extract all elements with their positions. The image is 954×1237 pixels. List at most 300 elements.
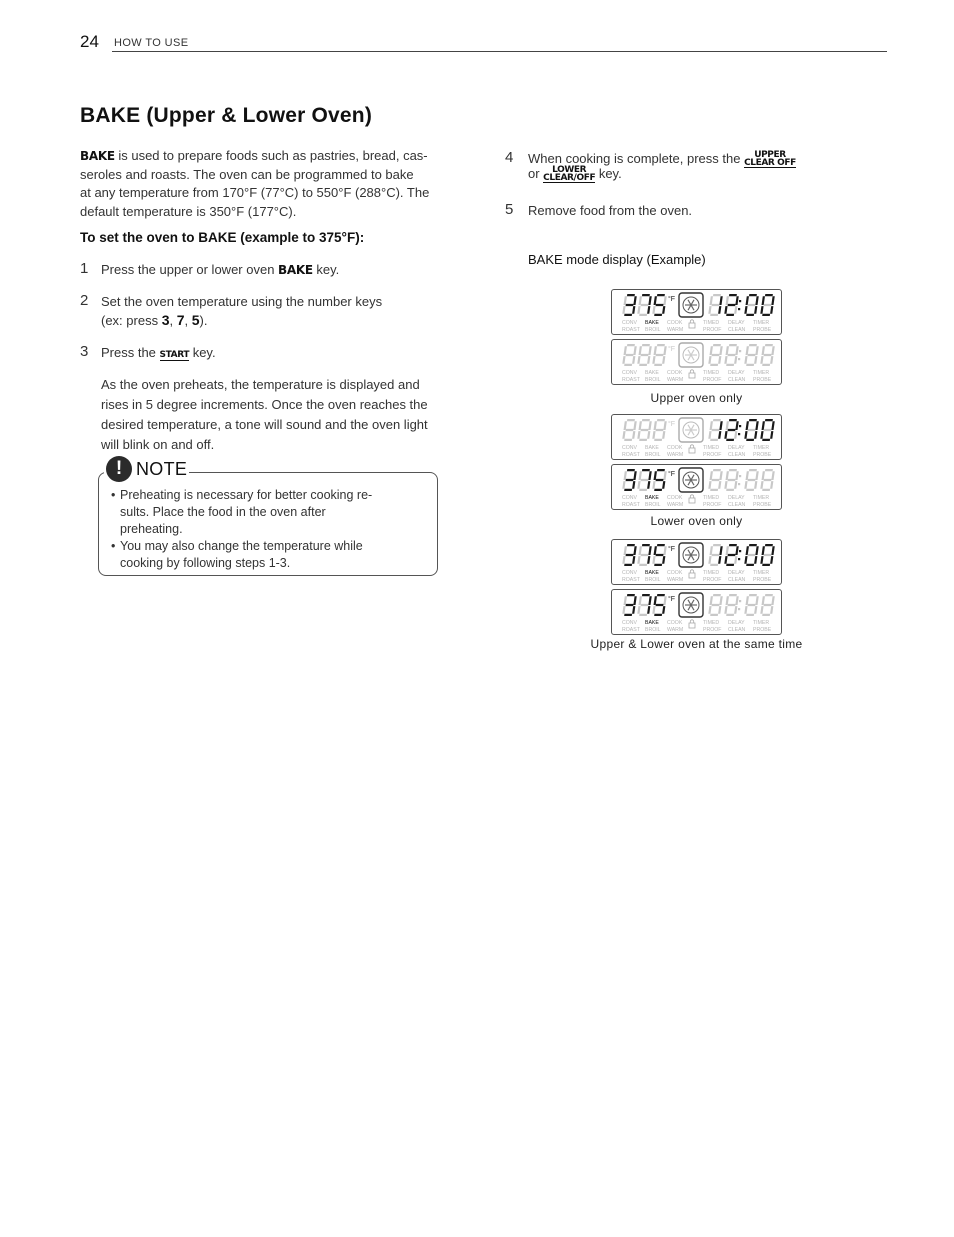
segment [633,546,636,555]
fan-blade [688,605,691,610]
unit-label: °F [668,296,676,303]
lock-shackle [690,620,693,623]
segment [755,346,758,355]
segment [749,544,757,546]
segment [712,604,720,606]
segment [654,421,657,430]
display-svg [612,340,781,384]
caption-lower-only: Lower oven only [650,514,743,528]
segment [633,346,636,355]
segment-digit [708,469,723,491]
fan-blade [691,480,694,485]
segment [639,614,647,616]
segment [764,554,772,556]
segment [746,546,749,555]
segment [710,546,713,555]
segment [728,554,736,556]
mode-label: CONV [622,570,637,576]
segment [771,296,774,305]
colon-dot [739,600,741,602]
segment [656,354,664,356]
mode-label: PROOF [703,577,722,583]
segment [627,344,635,346]
segment [729,594,737,596]
segment-digit [724,544,739,566]
segment [624,471,627,480]
note-header [104,456,189,482]
fan-blade [688,300,691,305]
segment [627,294,635,296]
mode-label: BROIL [645,627,661,633]
segment [637,556,640,564]
colon-dot [739,350,741,352]
segment [728,429,736,431]
note-list [111,487,431,572]
segment [734,306,737,314]
mode-label: BROIL [645,452,661,458]
segment [639,489,647,491]
mode-label: TIMED [703,320,720,326]
segment [728,354,736,356]
segment [637,606,640,614]
segment-digit [637,294,652,316]
mode-label: CONV [622,445,637,451]
mode-label: COOK [667,620,683,626]
segment [654,439,662,441]
segment [735,471,738,480]
segment-digit [760,419,775,441]
segment [762,489,770,491]
segment [624,296,627,305]
mode-label: ROAST [622,452,640,458]
segment [760,431,763,439]
colon-dot [738,433,740,435]
lock-shackle [690,445,693,448]
unit-label: °F [668,421,676,428]
fan-blade [688,480,691,485]
segment [632,306,635,314]
segment [652,606,655,614]
segment [657,594,665,596]
segment [726,471,729,480]
segment [622,356,625,364]
segment [626,479,634,481]
segment-digit [724,419,739,441]
fan-blade [691,600,694,605]
mode-label: ROAST [622,502,640,508]
mode-label: BAKE [645,620,659,626]
mode-label: PROBE [753,327,772,333]
segment [662,306,665,314]
segment [713,294,721,296]
segment [637,481,640,489]
segment [641,479,649,481]
segment [663,546,666,555]
segment [762,364,770,366]
segment [663,421,666,430]
mode-label: WARM [667,627,684,633]
section-title: HOW TO USE [114,37,189,49]
segment [719,471,722,480]
segment [735,346,738,355]
segment [762,471,765,480]
segment [652,431,655,439]
segment [663,296,666,305]
segment [627,594,635,596]
header-rule [112,51,887,52]
segment [624,346,627,355]
segment [719,421,722,430]
segment [710,296,713,305]
segment [641,354,649,356]
segment [627,544,635,546]
segment [744,606,747,614]
lock-icon [689,323,695,328]
segment [713,544,721,546]
segment [748,354,756,356]
mode-label: WARM [667,502,684,508]
mode-label: COOK [667,495,683,501]
segment [724,306,727,314]
segment [654,346,657,355]
segment [729,469,737,471]
segment [657,294,665,296]
segment [770,556,773,564]
mode-label: BAKE [645,495,659,501]
segment [647,431,650,439]
start-key-label: START [159,349,190,360]
lock-shackle [690,320,693,323]
segment [708,431,711,439]
segment [748,479,756,481]
segment [663,596,666,605]
segment [771,546,774,555]
mode-label: ROAST [622,577,640,583]
segment [735,296,738,305]
segment-digit [760,469,775,491]
segment [622,306,625,314]
lock-shackle [690,495,693,498]
segment [726,489,734,491]
segment [626,604,634,606]
segment-digit [652,294,667,316]
lower-clear-off-key-label: LOWER CLEAR/OFF [543,165,596,184]
segment [657,419,665,421]
note-item: • Preheating is necessary for better cooking re- sults. Place the food in the oven after preheating. [111,488,373,536]
fan-blade [691,430,694,435]
segment [749,344,757,346]
mode-label: TIMER [753,495,770,501]
lock-icon [689,448,695,453]
segment [770,606,773,614]
fan-blade [688,550,691,555]
segment [648,546,651,555]
mode-label: TIMED [703,370,720,376]
colon-dot [738,608,740,610]
segment [654,596,657,605]
segment [754,481,757,489]
segment [633,421,636,430]
lock-icon [689,373,695,378]
segment-digit [652,594,667,616]
mode-label: CLEAN [728,627,746,633]
display-svg [612,540,781,584]
segment [656,554,664,556]
segment [626,554,634,556]
segment [712,354,720,356]
segment-digit [744,419,759,441]
segment [639,546,642,555]
unit-label: °F [668,346,676,353]
segment [719,296,722,305]
mode-label: PROBE [753,577,772,583]
segment [744,356,747,364]
segment [708,606,711,614]
mode-label: TIMED [703,570,720,576]
fan-blade [688,305,691,310]
colon-dot [739,475,741,477]
mode-label: ROAST [622,377,640,383]
exclamation-icon: ! [106,456,132,482]
fan-blade [691,305,694,310]
mode-label: BROIL [645,377,661,383]
mode-label: BAKE [645,370,659,376]
mode-label: PROOF [703,377,722,383]
mode-label: TIMER [753,570,770,576]
segment [735,546,738,555]
segment [749,469,757,471]
segment-digit [637,469,652,491]
segment [648,296,651,305]
unit-label: °F [668,471,676,478]
segment [633,471,636,480]
segment [746,489,754,491]
segment [770,431,773,439]
step-5-number: 5 [505,201,514,218]
colon-dot [739,425,741,427]
segment [726,439,734,441]
segment [746,314,754,316]
segment [624,314,632,316]
segment [708,356,711,364]
segment [624,596,627,605]
mode-label: CONV [622,495,637,501]
mode-label: PROOF [703,502,722,508]
upper-clear-off-key-label: UPPER CLEAR OFF [744,150,796,169]
segment [632,606,635,614]
segment-digit [760,594,775,616]
step-1-text: Press the upper or lower oven BAKE key. [101,262,340,277]
colon-dot [738,483,740,485]
segment [728,479,736,481]
mode-label: PROOF [703,327,722,333]
step-4-number: 4 [505,149,514,166]
segment [718,306,721,314]
segment [764,479,772,481]
segment [663,471,666,480]
segment [749,294,757,296]
fan-blade [688,430,691,435]
segment-digit [708,594,723,616]
segment [710,314,718,316]
segment [762,546,765,555]
segment-digit [637,419,652,441]
segment [726,314,734,316]
segment [754,356,757,364]
segment [657,544,665,546]
segment [726,296,729,305]
segment [712,304,720,306]
note-label: NOTE [136,458,188,479]
segment [713,419,721,421]
mode-label: BAKE [645,320,659,326]
segment [760,481,763,489]
segment [639,314,647,316]
fan-blade [688,425,691,430]
segment-digit [760,344,775,366]
segment [639,471,642,480]
segment [624,364,632,366]
fan-blade [691,550,694,555]
number-key-7: 7 [176,312,185,328]
segment [724,481,727,489]
segment [626,354,634,356]
segment [728,304,736,306]
mode-label: DELAY [728,370,745,376]
fan-blade [688,555,691,560]
segment-digit [652,544,667,566]
segment [748,554,756,556]
segment-digit [724,469,739,491]
segment [632,431,635,439]
mode-label: CONV [622,370,637,376]
caption-both-ovens: Upper & Lower oven at the same time [590,637,803,651]
segment [710,421,713,430]
segment [657,344,665,346]
colon-dot [738,358,740,360]
segment [734,606,737,614]
mode-label: TIMED [703,495,720,501]
segment [624,564,632,566]
segment [710,489,718,491]
segment-digit [652,469,667,491]
mode-label: CLEAN [728,452,746,458]
segment [652,356,655,364]
segment [762,596,765,605]
segment [746,439,754,441]
segment [726,421,729,430]
mode-label: TIMER [753,370,770,376]
segment [641,304,649,306]
segment [654,546,657,555]
segment [648,421,651,430]
segment [624,421,627,430]
segment [710,439,718,441]
segment [771,471,774,480]
mode-label: WARM [667,577,684,583]
segment [639,439,647,441]
segment [627,419,635,421]
caption-upper-only: Upper oven only [650,391,743,405]
mode-label: TIMER [753,445,770,451]
segment [712,554,720,556]
segment [771,346,774,355]
mode-label: TIMER [753,320,770,326]
segment-digit [652,344,667,366]
segment [764,604,772,606]
segment-digit [724,294,739,316]
segment [748,304,756,306]
segment [746,296,749,305]
mode-label: PROBE [753,452,772,458]
segment [744,556,747,564]
segment [748,604,756,606]
segment [633,296,636,305]
step-1-number: 1 [80,260,89,277]
segment [724,356,727,364]
mode-label: COOK [667,320,683,326]
segment [641,604,649,606]
segment [642,294,650,296]
mode-label: ROAST [622,327,640,333]
segment [647,306,650,314]
segment [708,556,711,564]
fan-blade [691,555,694,560]
colon-dot [738,308,740,310]
segment [656,304,664,306]
mode-label: BROIL [645,577,661,583]
segment [713,594,721,596]
segment [762,614,770,616]
segment-digit [708,419,723,441]
segment [746,364,754,366]
segment [734,481,737,489]
mode-label: WARM [667,452,684,458]
segment [710,364,718,366]
step-3-number: 3 [80,343,89,360]
fan-blade [691,350,694,355]
display-svg [612,290,781,334]
segment [713,469,721,471]
segment [708,306,711,314]
segment [647,356,650,364]
segment [744,481,747,489]
segment [726,614,734,616]
segment [718,356,721,364]
segment [642,344,650,346]
segment [624,614,632,616]
segment [639,346,642,355]
segment [770,306,773,314]
mode-label: DELAY [728,445,745,451]
mode-label: CONV [622,320,637,326]
mode-label: PROOF [703,452,722,458]
segment [754,606,757,614]
segment [729,294,737,296]
segment [647,556,650,564]
segment [754,556,757,564]
mode-label: WARM [667,327,684,333]
mode-label: CLEAN [728,577,746,583]
display-panel [611,464,782,510]
segment-digit [637,344,652,366]
mode-label: CLEAN [728,502,746,508]
segment [755,471,758,480]
segment [662,431,665,439]
segment [760,306,763,314]
fan-blade [688,355,691,360]
fan-blade [691,605,694,610]
